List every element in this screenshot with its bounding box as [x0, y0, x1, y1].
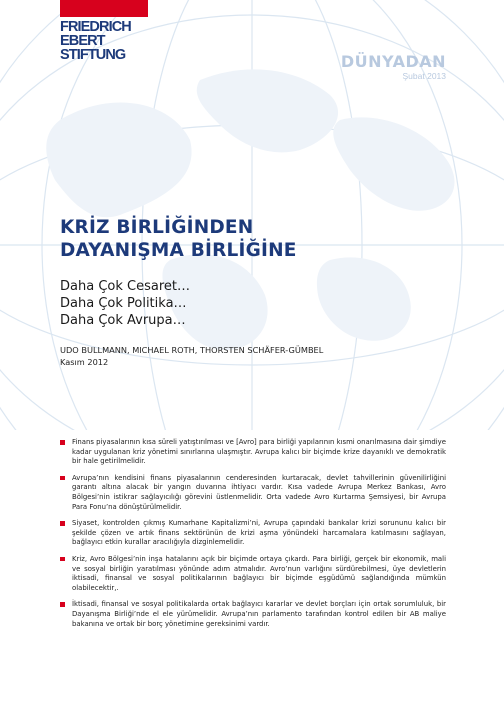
title-line: KRİZ BİRLİĞİNDEN — [60, 217, 254, 238]
list-item — [60, 519, 446, 548]
list-item — [60, 600, 446, 629]
publication-date: Kasım 2012 — [60, 357, 109, 367]
logo-line: FRIEDRICH — [60, 19, 131, 35]
logo-line: EBERT — [60, 33, 105, 49]
list-item — [60, 474, 446, 512]
logo-wordmark — [60, 20, 148, 62]
bullet-square-icon — [60, 476, 65, 481]
logo — [60, 0, 148, 62]
bullet-square-icon — [60, 602, 65, 607]
list-item-text: Kriz, Avro Bölgesi’nin inşa hatalarını açık bir biçimde ortaya çıkardı. Para birliği, gerçek bir ekonomik, mali ve sosyal birliğin yaratılması yönünde adım atmalıdır. Avro’nun varlığını sürdürebilmesi, üye devletlerin iktisadi, finansal ve sosyal politikalarının bağlayıcı bir biçimde eşgüdümü sağlandığında mümkün olabilecektir,. — [72, 554, 446, 592]
series-date: Şubat 2013 — [402, 71, 446, 81]
page-title — [60, 216, 297, 262]
list-item-text: Siyaset, kontrolden çıkmış Kumarhane Kapitalizmi’ni, Avrupa çapındaki bankalar krizi sorununu kalıcı bir şekilde çözen ve artık finans sektörünün de krizi aşma yönündeki harcamalara katılmasını sağlayan, bağlayıcı etkin kurallar aracılığıyla dizginlemelidir. — [72, 519, 446, 547]
subtitle-line: Daha Çok Politika… — [60, 296, 187, 311]
series-title: DÜNYADAN — [340, 52, 446, 71]
list-item-text: Avrupa’nın kendisini finans piyasalarının cenderesinden kurtaracak, devlet tahvillerinin güvenilirliğini garantı altına alacak bir yangın duvarına ihtiyacı vardır. Kısa vadede Avrupa Merkez Bankası, Avro Bölgesi’nin istikrar sağlayıcılığı görevini üstlenmelidir. Orta vadede Avro Kurtarma Şemsiyesi, bir Avrupa Para Fonu’na dönüştürülmelidir. — [72, 473, 446, 511]
series-label — [341, 52, 446, 81]
subtitle-line: Daha Çok Avrupa… — [60, 313, 186, 328]
logo-line: STIFTUNG — [60, 47, 126, 63]
list-item-text: İktisadi, finansal ve sosyal politikalarda ortak bağlayıcı kararlar ve devlet borçları için ortak sorumluluk, bir Dayanışma Birliği’nde el ele yürümelidir. Avrupa’nın parlamento tarafından kontrol edilen bir AB maliye bakanına ve ortak bir borç yönetimine gereksinimi vardır. — [72, 600, 446, 628]
author-names: UDO BULLMANN, MICHAEL ROTH, THORSTEN SCHÄFER-GÜMBEL — [60, 345, 324, 355]
bullet-square-icon — [60, 557, 65, 562]
list-item — [60, 555, 446, 593]
list-item-text: Finans piyasalarının kısa süreli yatıştırılması ve [Avro] para birliği yapılarının kısmi onarılmasına dair şimdiye kadar uygulanan kriz yönetimi sınırlarına ulaşmıştır. Avrupa kalıcı bir biçimde krize dayanıklı ve demokratik bir hale getirilmelidir. — [72, 438, 446, 466]
logo-bar — [60, 0, 148, 17]
subtitle — [60, 278, 190, 329]
bullet-square-icon — [60, 521, 65, 526]
summary-list — [60, 438, 446, 636]
bullet-square-icon — [60, 440, 65, 445]
subtitle-line: Daha Çok Cesaret… — [60, 279, 190, 294]
list-item — [60, 438, 446, 467]
authors-block — [60, 344, 323, 368]
title-line: DAYANIŞMA BİRLİĞİNE — [60, 240, 297, 261]
